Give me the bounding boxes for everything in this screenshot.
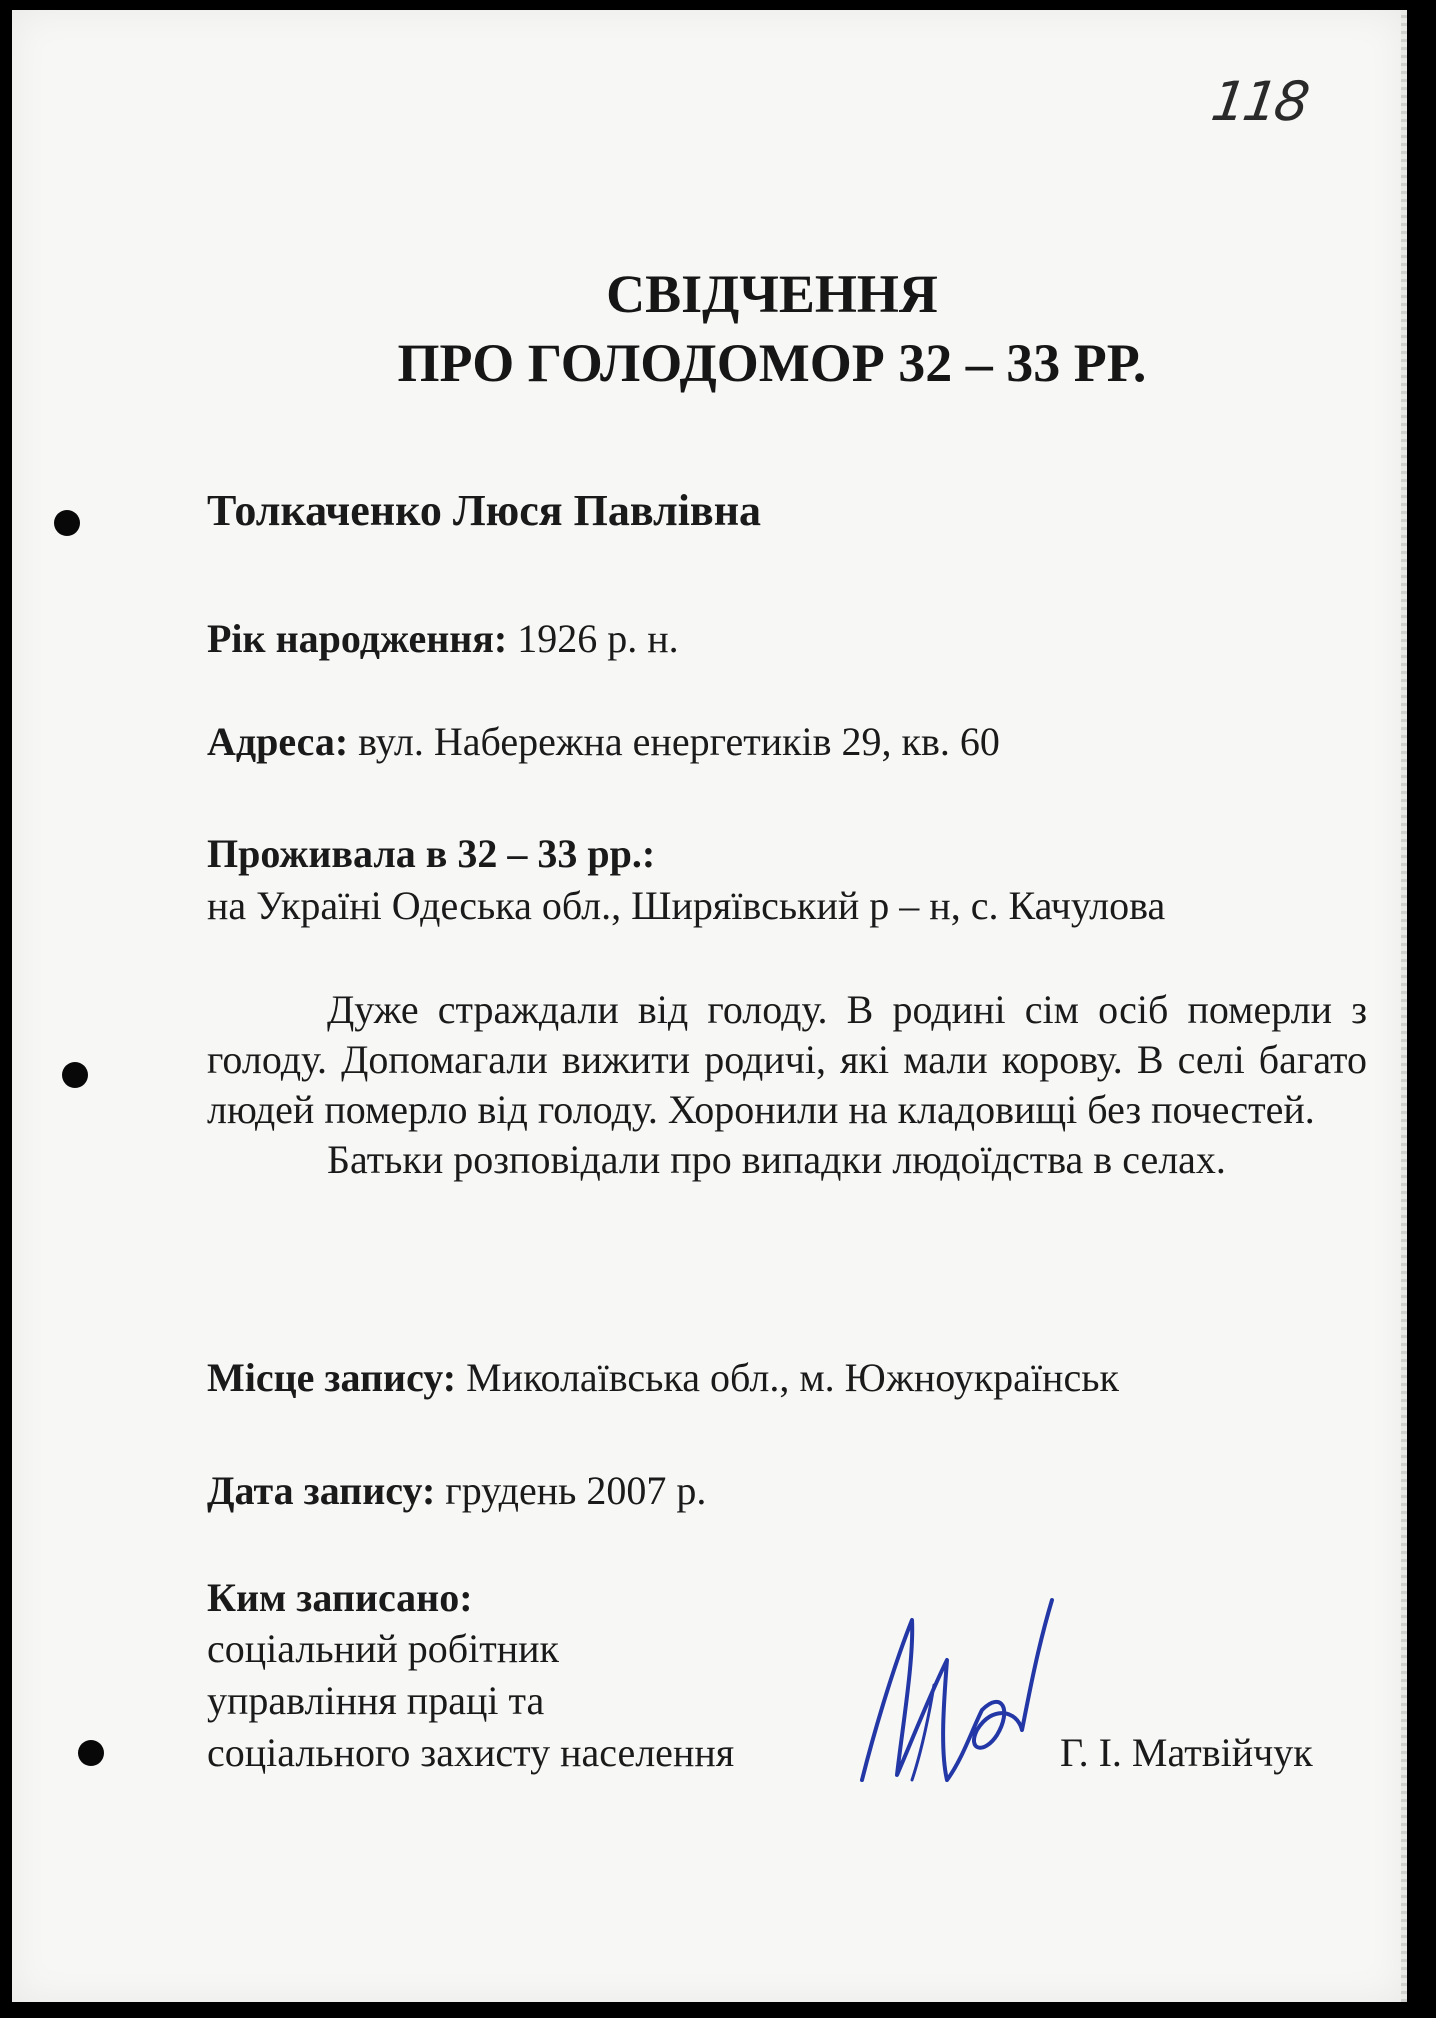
testimony-paragraph: Батьки розповідали про випадки людоїдства в селах.	[327, 1137, 1226, 1182]
handwritten-signature-icon	[852, 1590, 1072, 1800]
record-place-row	[207, 1352, 1367, 1404]
witness-name: Толкаченко Люся Павлівна	[207, 486, 762, 535]
record-date-label: Дата запису:	[207, 1468, 436, 1513]
recorder-line: соціальний робітник	[207, 1626, 559, 1671]
document-subtitle: ПРО ГОЛОДОМОР 32 – 33 РР.	[397, 333, 1147, 393]
record-place-label: Місце запису:	[207, 1355, 457, 1400]
recorder-line: соціального захисту населення	[207, 1730, 735, 1775]
punch-hole-icon	[54, 510, 80, 536]
record-date-row	[207, 1465, 1367, 1517]
birth-year-row	[207, 613, 1367, 665]
record-place-value: Миколаївська обл., м. Южноукраїнськ	[466, 1355, 1119, 1400]
punch-hole-icon	[62, 1062, 88, 1088]
testimony-text	[207, 985, 1367, 1185]
punch-hole-icon	[78, 1740, 104, 1766]
recorded-by-label: Ким записано:	[207, 1575, 473, 1620]
document-page	[12, 10, 1404, 2002]
residence-value: на Україні Одеська обл., Ширяївський р – н, с. Качулова	[207, 883, 1166, 928]
residence-label: Проживала в 32 – 33 рр.:	[207, 831, 656, 876]
address-row	[207, 716, 1367, 768]
address-value: вул. Набережна енергетиків 29, кв. 60	[358, 719, 1000, 764]
record-date-value: грудень 2007 р.	[445, 1468, 707, 1513]
address-label: Адреса:	[207, 719, 349, 764]
birth-year-label: Рік народження:	[207, 616, 508, 661]
document-title: СВІДЧЕННЯ	[606, 264, 938, 324]
testimony-paragraph: Дуже страждали від голоду. В родині сім осіб померли з голоду. Допомагали вижити родичі, які мали корову. В селі багато людей померло від голоду. Хоронили на кладовищі без почестей.	[207, 987, 1367, 1132]
signer-name: Г. І. Матвійчук	[1060, 1730, 1313, 1775]
birth-year-value: 1926 р. н.	[517, 616, 679, 661]
archive-number: 118	[1207, 70, 1311, 133]
recorder-line: управління праці та	[207, 1678, 545, 1723]
